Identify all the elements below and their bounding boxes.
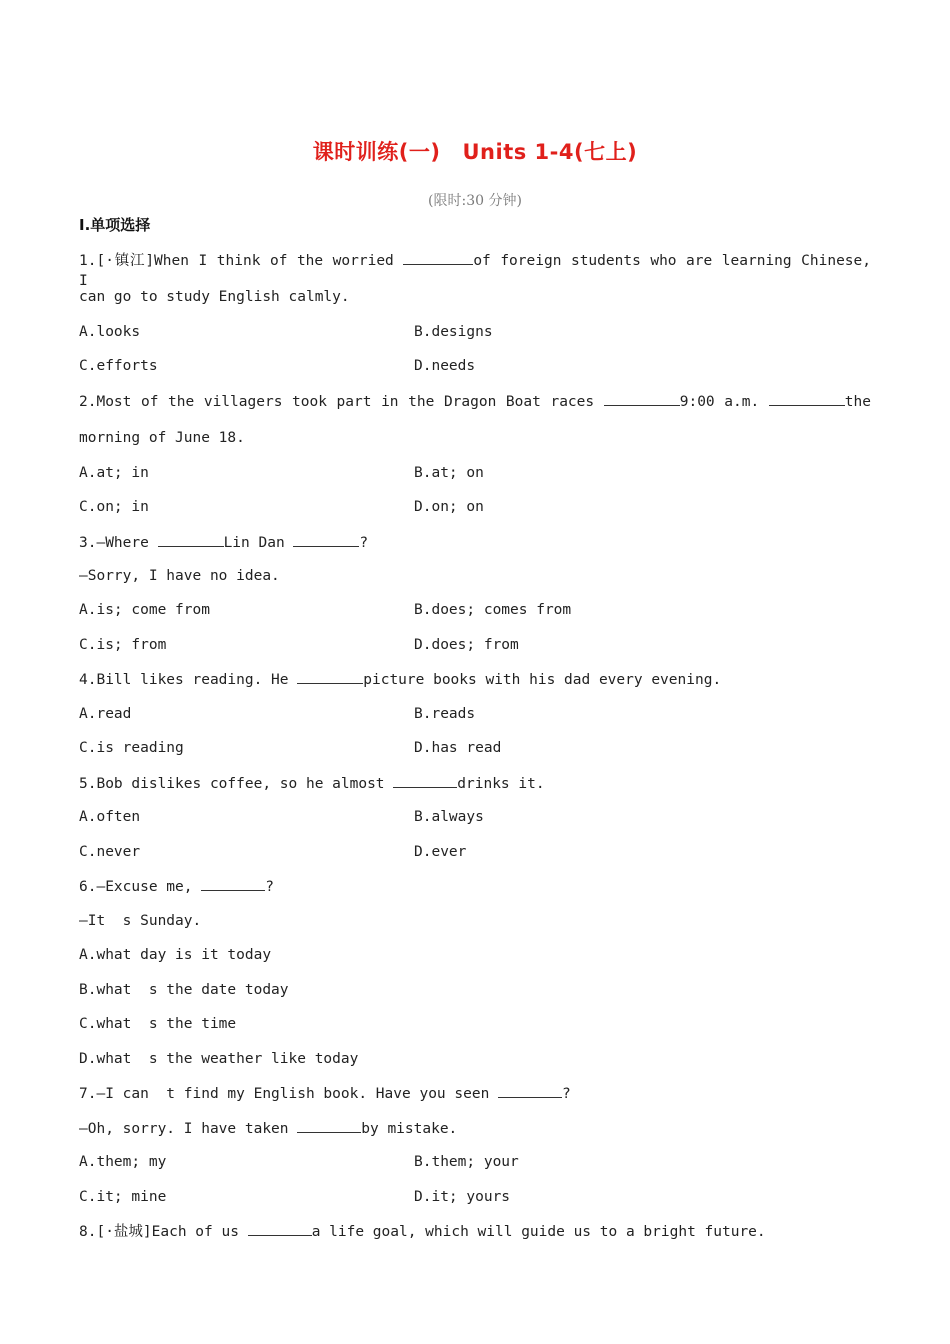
question-3-option-a: A.is; come from: [79, 602, 210, 618]
question-4-stem: 4.Bill likes reading. He picture books with his dad every evening.: [79, 669, 721, 690]
time-limit: (限时:30 分钟): [428, 193, 522, 209]
question-6-option-b: B.what s the date today: [79, 982, 289, 998]
answer-blank: [769, 391, 845, 406]
question-2-stem-line2: morning of June 18.: [79, 430, 245, 446]
answer-blank: [293, 532, 359, 547]
question-4-option-b: B.reads: [414, 706, 476, 722]
title-units: Units 1-4(七上): [462, 140, 638, 164]
question-5-option-a: A.often: [79, 809, 141, 825]
question-4-option-a: A.read: [79, 706, 132, 722]
question-7-option-c: C.it; mine: [79, 1189, 167, 1205]
question-7-option-d: D.it; yours: [414, 1189, 511, 1205]
question-5-option-d: D.ever: [414, 844, 467, 860]
answer-blank: [158, 532, 224, 547]
answer-blank: [403, 250, 473, 265]
answer-blank: [297, 669, 363, 684]
question-7-stem: 7.—I can t find my English book. Have you seen ?: [79, 1083, 571, 1104]
question-2-stem: 2.Most of the villagers took part in the Dragon Boat races 9:00 a.m. the: [79, 391, 871, 412]
question-6-option-a: A.what day is it today: [79, 947, 272, 963]
question-2-option-b: B.at; on: [414, 465, 484, 481]
question-2-option-c: C.on; in: [79, 499, 149, 515]
question-4-option-c: C.is reading: [79, 740, 184, 756]
question-5-option-c: C.never: [79, 844, 141, 860]
page-title: [0, 136, 950, 166]
section-heading: Ⅰ.单项选择: [79, 216, 151, 234]
question-1-option-c: C.efforts: [79, 358, 158, 374]
question-1-option-a: A.looks: [79, 324, 141, 340]
question-3-option-b: B.does; comes from: [414, 602, 572, 618]
question-2-option-d: D.on; on: [414, 499, 484, 515]
question-1-option-d: D.needs: [414, 358, 476, 374]
answer-blank: [201, 876, 265, 891]
answer-blank: [498, 1083, 562, 1098]
question-1-stem: 1.[·镇江]When I think of the worried of foreign students who are learning Chinese, I: [79, 250, 871, 291]
title-main: 课时训练(一): [312, 140, 441, 164]
answer-blank: [297, 1118, 361, 1133]
question-2-option-a: A.at; in: [79, 465, 149, 481]
question-6-reply: —It s Sunday.: [79, 913, 202, 929]
answer-blank: [604, 391, 680, 406]
answer-blank: [248, 1221, 312, 1236]
question-3-reply: —Sorry, I have no idea.: [79, 568, 280, 584]
question-5-option-b: B.always: [414, 809, 484, 825]
question-3-option-c: C.is; from: [79, 637, 167, 653]
question-4-option-d: D.has read: [414, 740, 502, 756]
question-1-option-b: B.designs: [414, 324, 493, 340]
question-6-option-d: D.what s the weather like today: [79, 1051, 359, 1067]
answer-blank: [393, 773, 457, 788]
question-8-stem: 8.[·盐城]Each of us a life goal, which will guide us to a bright future.: [79, 1221, 766, 1242]
question-6-stem: 6.—Excuse me, ?: [79, 876, 274, 897]
question-3-stem: 3.—Where Lin Dan ?: [79, 532, 368, 553]
question-5-stem: 5.Bob dislikes coffee, so he almost drinks it.: [79, 773, 545, 794]
question-3-option-d: D.does; from: [414, 637, 519, 653]
question-7-option-b: B.them; your: [414, 1154, 519, 1170]
question-6-option-c: C.what s the time: [79, 1016, 237, 1032]
question-1-stem-line2: can go to study English calmly.: [79, 289, 350, 305]
question-7-option-a: A.them; my: [79, 1154, 167, 1170]
question-7-reply: —Oh, sorry. I have taken by mistake.: [79, 1118, 457, 1139]
